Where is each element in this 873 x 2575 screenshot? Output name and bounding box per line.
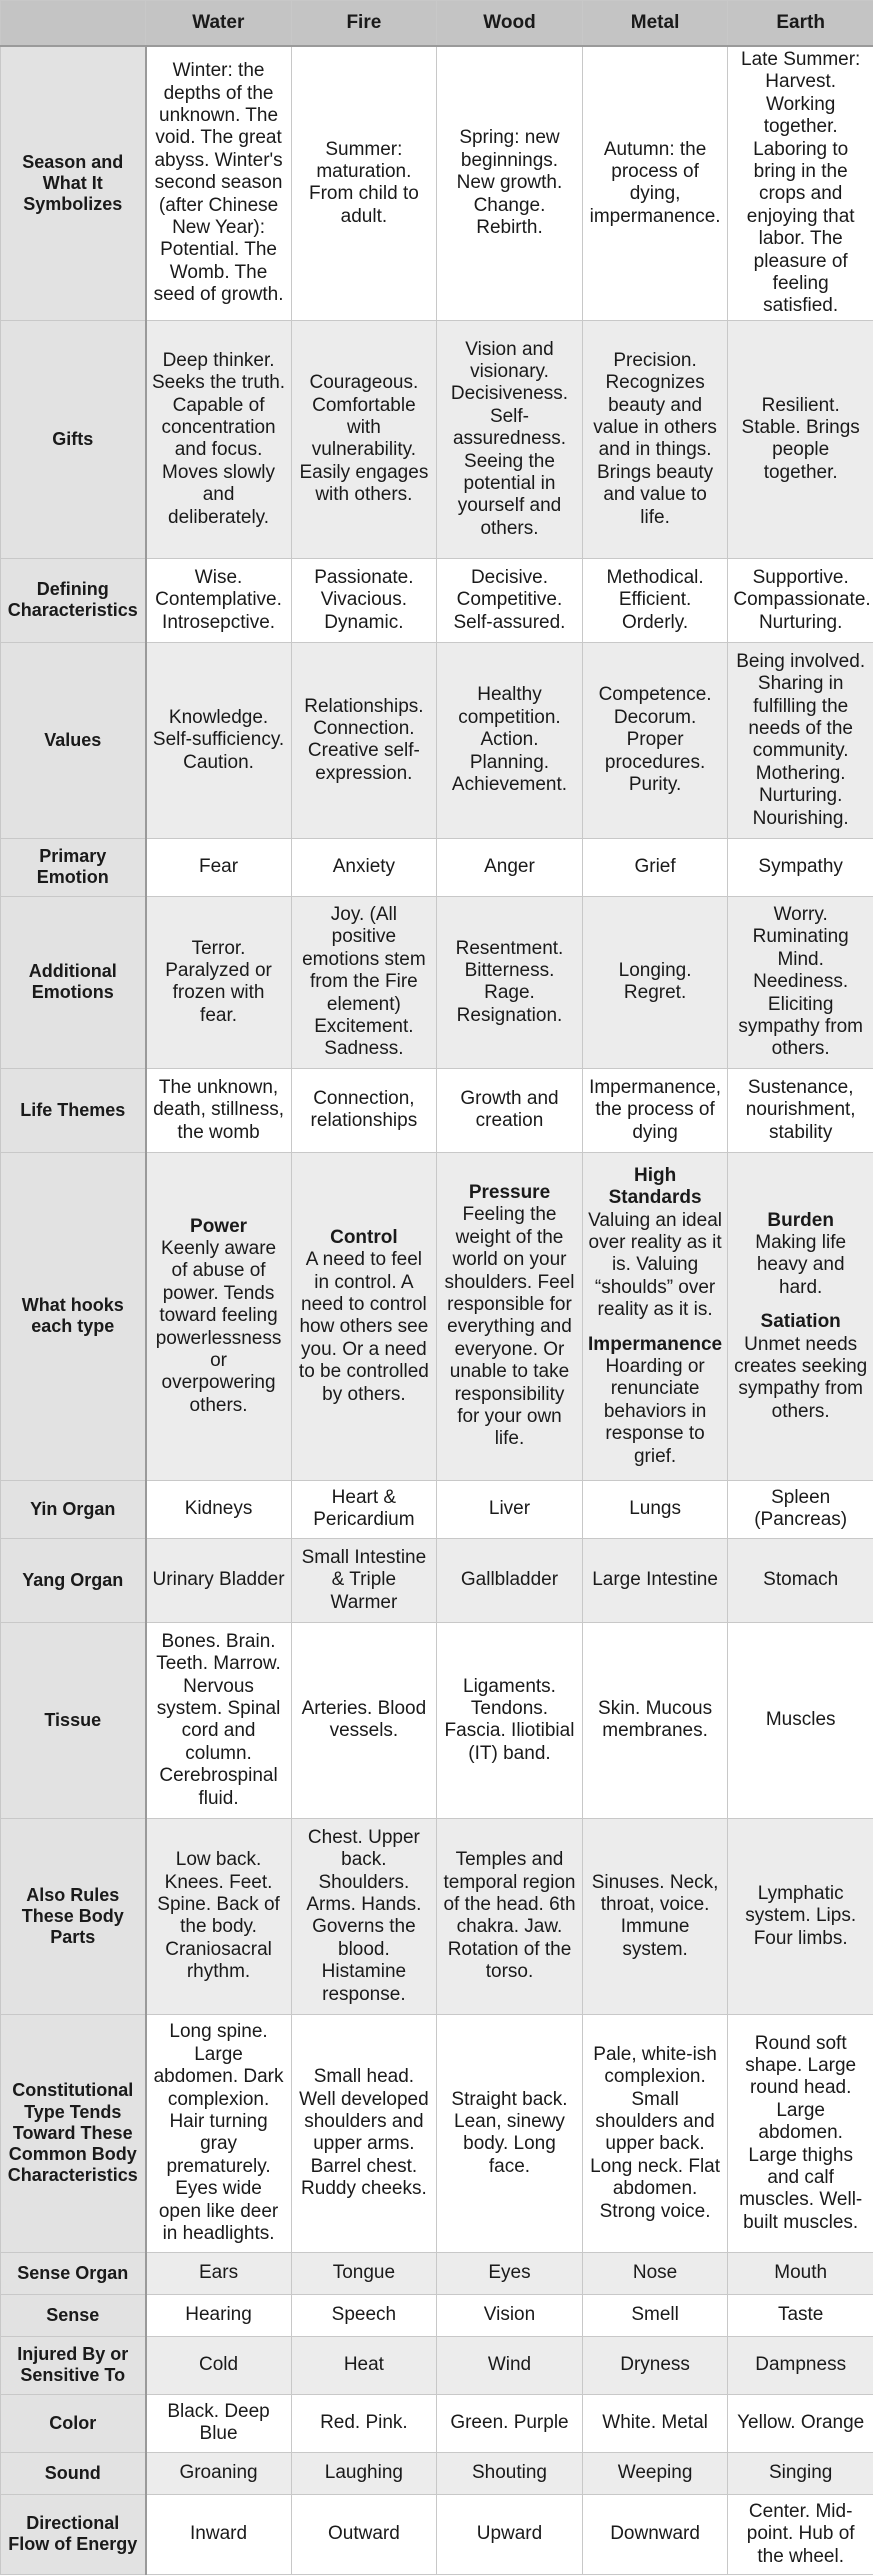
cell-metal: Sinuses. Neck, throat, voice. Immune system. — [582, 1818, 728, 2014]
cell-wood: Upward — [437, 2494, 583, 2574]
cell-fire: Red. Pink. — [291, 2394, 437, 2452]
cell-metal: Lungs — [582, 1480, 728, 1538]
header-row — [1, 1, 873, 47]
cell-earth: Sympathy — [728, 838, 873, 896]
cell-water: Long spine. Large abdomen. Dark complexion. Hair turning gray prematurely. Eyes wide open like deer in headlights. — [146, 2014, 292, 2252]
row-label: Values — [1, 642, 146, 838]
cell-water: Wise. Contemplative. Introsepctive. — [146, 558, 292, 642]
row-label: Additional Emotions — [1, 896, 146, 1068]
cell-water — [146, 1152, 292, 1480]
corner-header — [1, 1, 146, 47]
cell-wood: Liver — [437, 1480, 583, 1538]
cell-water: Deep thinker. Seeks the truth. Capable of concentration and focus. Moves slowly and deliberately. — [146, 320, 292, 558]
cell-metal: Autumn: the process of dying, impermanence. — [582, 46, 728, 320]
cell-wood: Wind — [437, 2336, 583, 2394]
hook-description: Making life heavy and hard. — [733, 1232, 868, 1299]
table-row — [1, 2252, 873, 2294]
table-row — [1, 896, 873, 1068]
cell-earth — [728, 1152, 873, 1480]
table-row — [1, 838, 873, 896]
table-row — [1, 2014, 873, 2252]
cell-wood: Ligaments. Tendons. Fascia. Iliotibial (IT) band. — [437, 1622, 583, 1818]
cell-wood: Vision — [437, 2294, 583, 2336]
table-row — [1, 1068, 873, 1152]
cell-fire: Relationships. Connection. Creative self-expression. — [291, 642, 437, 838]
table-row — [1, 642, 873, 838]
row-label: Sense Organ — [1, 2252, 146, 2294]
cell-earth: Lymphatic system. Lips. Four limbs. — [728, 1818, 873, 2014]
cell-water: Low back. Knees. Feet. Spine. Back of the body. Craniosacral rhythm. — [146, 1818, 292, 2014]
cell-water: Bones. Brain. Teeth. Marrow. Nervous system. Spinal cord and column. Cerebrospinal fluid. — [146, 1622, 292, 1818]
cell-water: Black. Deep Blue — [146, 2394, 292, 2452]
hook-description: Feeling the weight of the world on your shoulders. Feel responsible for everything and everyone. Or unable to take responsibility for your own life. — [442, 1204, 577, 1450]
hook-title: Power — [152, 1216, 286, 1238]
cell-metal: Downward — [582, 2494, 728, 2574]
cell-wood: Resentment. Bitterness. Rage. Resignation. — [437, 896, 583, 1068]
cell-metal: Precision. Recognizes beauty and value in others and in things. Brings beauty and value to life. — [582, 320, 728, 558]
cell-wood: Green. Purple — [437, 2394, 583, 2452]
cell-fire: Small head. Well developed shoulders and upper arms. Barrel chest. Ruddy cheeks. — [291, 2014, 437, 2252]
cell-wood: Growth and creation — [437, 1068, 583, 1152]
table-row — [1, 2394, 873, 2452]
cell-water: Ears — [146, 2252, 292, 2294]
hook-title: Control — [297, 1227, 432, 1249]
hook-title: Impermanence — [588, 1334, 723, 1356]
hook-description: A need to feel in control. A need to control how others see you. Or a need to be controlled by others. — [297, 1249, 432, 1406]
cell-wood: Eyes — [437, 2252, 583, 2294]
cell-fire: Arteries. Blood vessels. — [291, 1622, 437, 1818]
cell-water: Inward — [146, 2494, 292, 2574]
column-header-fire: Fire — [291, 1, 437, 47]
hook-description: Keenly aware of abuse of power. Tends toward feeling powerlessness or overpowering others. — [152, 1238, 286, 1417]
cell-earth: Worry. Ruminating Mind. Neediness. Eliciting sympathy from others. — [728, 896, 873, 1068]
cell-earth: Yellow. Orange — [728, 2394, 873, 2452]
row-label: Yang Organ — [1, 1538, 146, 1622]
cell-fire: Passionate. Vivacious. Dynamic. — [291, 558, 437, 642]
row-label: Injured By or Sensitive To — [1, 2336, 146, 2394]
table-row — [1, 1538, 873, 1622]
cell-water: Terror. Paralyzed or frozen with fear. — [146, 896, 292, 1068]
row-label: Season and What It Symbolizes — [1, 46, 146, 320]
cell-water: Winter: the depths of the unknown. The void. The great abyss. Winter's second season (after Chinese New Year): Potential. The Womb. The seed of growth. — [146, 46, 292, 320]
cell-wood: Temples and temporal region of the head. 6th chakra. Jaw. Rotation of the torso. — [437, 1818, 583, 2014]
cell-wood: Vision and visionary. Decisiveness. Self-assuredness. Seeing the potential in yourself and others. — [437, 320, 583, 558]
cell-metal: Impermanence, the process of dying — [582, 1068, 728, 1152]
cell-water: Knowledge. Self-sufficiency. Caution. — [146, 642, 292, 838]
cell-fire: Speech — [291, 2294, 437, 2336]
cell-earth: Spleen (Pancreas) — [728, 1480, 873, 1538]
hook-title: High Standards — [588, 1165, 723, 1210]
cell-earth: Being involved. Sharing in fulfilling the needs of the community. Mothering. Nurturing. Nourishing. — [728, 642, 873, 838]
cell-wood: Gallbladder — [437, 1538, 583, 1622]
row-label: Yin Organ — [1, 1480, 146, 1538]
cell-metal: Dryness — [582, 2336, 728, 2394]
row-label: Also Rules These Body Parts — [1, 1818, 146, 2014]
cell-metal: Smell — [582, 2294, 728, 2336]
column-header-metal: Metal — [582, 1, 728, 47]
row-label: Color — [1, 2394, 146, 2452]
cell-metal: Longing. Regret. — [582, 896, 728, 1068]
hook-spacer — [588, 1322, 723, 1334]
row-label: Directional Flow of Energy — [1, 2494, 146, 2574]
cell-fire: Chest. Upper back. Shoulders. Arms. Hands. Governs the blood. Histamine response. — [291, 1818, 437, 2014]
table-row — [1, 1622, 873, 1818]
cell-earth: Center. Mid-point. Hub of the wheel. — [728, 2494, 873, 2574]
row-label: What hooks each type — [1, 1152, 146, 1480]
cell-water: Fear — [146, 838, 292, 896]
hook-title: Satiation — [733, 1311, 868, 1333]
cell-fire: Joy. (All positive emotions stem from the Fire element) Excitement. Sadness. — [291, 896, 437, 1068]
table-row — [1, 320, 873, 558]
cell-fire: Anxiety — [291, 838, 437, 896]
cell-water: Groaning — [146, 2452, 292, 2494]
cell-metal: Grief — [582, 838, 728, 896]
cell-earth: Round soft shape. Large round head. Large abdomen. Large thighs and calf muscles. Well-built muscles. — [728, 2014, 873, 2252]
cell-earth: Stomach — [728, 1538, 873, 1622]
table-row — [1, 2494, 873, 2574]
table-row — [1, 46, 873, 320]
cell-earth: Taste — [728, 2294, 873, 2336]
cell-metal: Pale, white-ish complexion. Small shoulders and upper back. Long neck. Flat abdomen. Strong voice. — [582, 2014, 728, 2252]
cell-earth: Sustenance, nourishment, stability — [728, 1068, 873, 1152]
cell-metal: Nose — [582, 2252, 728, 2294]
hook-title: Burden — [733, 1210, 868, 1232]
cell-wood: Healthy competition. Action. Planning. Achievement. — [437, 642, 583, 838]
hook-title: Pressure — [442, 1182, 577, 1204]
table-row — [1, 1152, 873, 1480]
cell-fire: Small Intestine & Triple Warmer — [291, 1538, 437, 1622]
row-label: Tissue — [1, 1622, 146, 1818]
cell-fire: Connection, relationships — [291, 1068, 437, 1152]
cell-earth: Mouth — [728, 2252, 873, 2294]
cell-water: Cold — [146, 2336, 292, 2394]
column-header-earth: Earth — [728, 1, 873, 47]
cell-fire: Summer: maturation. From child to adult. — [291, 46, 437, 320]
cell-metal: Large Intestine — [582, 1538, 728, 1622]
table-row — [1, 2336, 873, 2394]
row-label: Sound — [1, 2452, 146, 2494]
cell-wood — [437, 1152, 583, 1480]
table-row — [1, 1480, 873, 1538]
table-row — [1, 2294, 873, 2336]
cell-earth: Resilient. Stable. Brings people together. — [728, 320, 873, 558]
cell-metal: White. Metal — [582, 2394, 728, 2452]
cell-fire: Courageous. Comfortable with vulnerability. Easily engages with others. — [291, 320, 437, 558]
cell-water: The unknown, death, stillness, the womb — [146, 1068, 292, 1152]
cell-metal: Weeping — [582, 2452, 728, 2494]
column-header-wood: Wood — [437, 1, 583, 47]
cell-metal: Skin. Mucous membranes. — [582, 1622, 728, 1818]
cell-fire: Heart & Pericardium — [291, 1480, 437, 1538]
cell-earth: Singing — [728, 2452, 873, 2494]
cell-metal: Methodical. Efficient. Orderly. — [582, 558, 728, 642]
cell-wood: Anger — [437, 838, 583, 896]
cell-wood: Shouting — [437, 2452, 583, 2494]
hook-description: Hoarding or renunciate behaviors in response to grief. — [588, 1356, 723, 1468]
row-label: Life Themes — [1, 1068, 146, 1152]
row-label: Primary Emotion — [1, 838, 146, 896]
hook-spacer — [733, 1299, 868, 1311]
cell-fire: Outward — [291, 2494, 437, 2574]
cell-wood: Spring: new beginnings. New growth. Change. Rebirth. — [437, 46, 583, 320]
cell-fire: Laughing — [291, 2452, 437, 2494]
cell-earth: Dampness — [728, 2336, 873, 2394]
cell-fire — [291, 1152, 437, 1480]
cell-water: Urinary Bladder — [146, 1538, 292, 1622]
cell-earth: Muscles — [728, 1622, 873, 1818]
table-row — [1, 1818, 873, 2014]
cell-metal: Competence. Decorum. Proper procedures. Purity. — [582, 642, 728, 838]
cell-metal — [582, 1152, 728, 1480]
cell-wood: Decisive. Competitive. Self-assured. — [437, 558, 583, 642]
table-row — [1, 558, 873, 642]
cell-wood: Straight back. Lean, sinewy body. Long face. — [437, 2014, 583, 2252]
cell-fire: Tongue — [291, 2252, 437, 2294]
row-label: Gifts — [1, 320, 146, 558]
hook-description: Valuing an ideal over reality as it is. Valuing “shoulds” over reality as it is. — [588, 1210, 723, 1322]
cell-earth: Late Summer: Harvest. Working together. Laboring to bring in the crops and enjoying that labor. The pleasure of feeling satisfied. — [728, 46, 873, 320]
row-label: Sense — [1, 2294, 146, 2336]
cell-fire: Heat — [291, 2336, 437, 2394]
cell-earth: Supportive. Compassionate. Nurturing. — [728, 558, 873, 642]
hook-description: Unmet needs creates seeking sympathy from others. — [733, 1334, 868, 1424]
cell-water: Hearing — [146, 2294, 292, 2336]
table-row — [1, 2452, 873, 2494]
column-header-water: Water — [146, 1, 292, 47]
row-label: Constitutional Type Tends Toward These Common Body Characteristics — [1, 2014, 146, 2252]
row-label: Defining Characteristics — [1, 558, 146, 642]
cell-water: Kidneys — [146, 1480, 292, 1538]
